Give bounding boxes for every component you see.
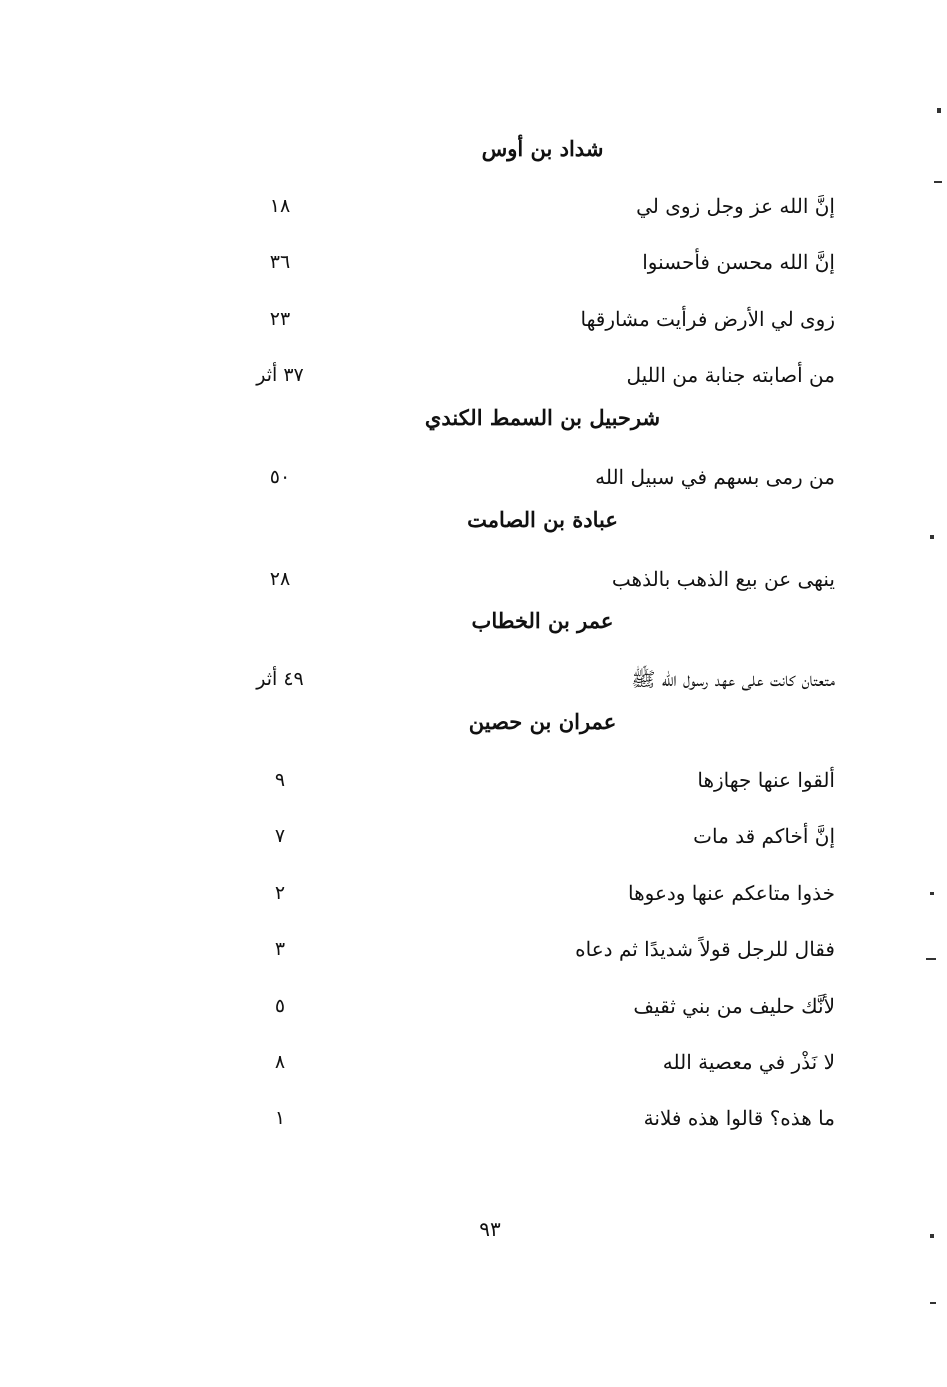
index-entry	[240, 1101, 835, 1135]
entry-reference: ٥٠	[269, 466, 291, 488]
entry-text: من أصابته جنابة من الليل	[626, 363, 835, 387]
entry-reference: ٩	[274, 769, 286, 791]
section-heading: شرحبيل بن السمط الكندي	[424, 405, 661, 430]
section-heading: عمران بن حصين	[468, 709, 617, 734]
entry-text: لا نَذْر في معصية الله	[662, 1050, 835, 1074]
entry-text: إنَّ الله محسن فأحسنوا	[642, 250, 835, 274]
index-entry	[240, 460, 835, 494]
index-entry	[240, 1045, 835, 1079]
entry-reference: ٢٨	[269, 568, 291, 590]
index-entry	[240, 358, 835, 392]
index-entry	[240, 189, 835, 223]
entry-text: لأنَّك حليف من بني ثقيف	[633, 994, 835, 1018]
entry-text: متعتان كانت على عهد رسول الله ﷺ	[631, 667, 835, 691]
entry-text: زوى لي الأرض فرأيت مشارقها	[580, 307, 835, 331]
page-number: ٩٣	[479, 1217, 501, 1241]
entry-reference: ٢	[274, 882, 286, 904]
entry-text: خذوا متاعكم عنها ودعوها	[627, 881, 835, 905]
entry-text: ينهى عن بيع الذهب بالذهب	[611, 567, 835, 591]
entry-reference: ٢٣	[269, 308, 291, 330]
scan-mark	[930, 535, 934, 539]
section-heading: عمر بن الخطاب	[471, 608, 614, 633]
entry-text: ألقوا عنها جهازها	[697, 768, 835, 792]
index-entry	[240, 302, 835, 336]
entry-reference: ٨	[274, 1051, 286, 1073]
entry-reference: ٧	[274, 825, 286, 847]
section-heading: شداد بن أوس	[481, 136, 604, 161]
index-entry	[240, 662, 835, 696]
entry-reference: ٥	[274, 995, 286, 1017]
index-entry	[240, 763, 835, 797]
section-heading: عبادة بن الصامت	[467, 507, 618, 532]
entry-text: من رمى بسهم في سبيل الله	[595, 465, 835, 489]
entry-text: إنَّ الله عز وجل زوى لي	[636, 194, 835, 218]
scan-mark	[934, 181, 942, 183]
entry-text: ما هذه؟ قالوا هذه فلانة	[643, 1106, 835, 1130]
entry-reference: ٣٧ أثر	[256, 364, 304, 386]
scan-mark	[930, 892, 934, 895]
entry-reference: ٣	[274, 938, 286, 960]
scan-mark	[926, 958, 936, 960]
scan-mark	[930, 1302, 936, 1304]
entry-reference: ٤٩ أثر	[256, 668, 304, 690]
entry-reference: ٣٦	[269, 251, 291, 273]
entry-reference: ١	[274, 1107, 286, 1129]
entry-reference: ١٨	[269, 195, 291, 217]
index-entry	[240, 562, 835, 596]
index-entry	[240, 989, 835, 1023]
entry-text: إنَّ أخاكم قد مات	[693, 824, 835, 848]
index-entry	[240, 876, 835, 910]
index-entry	[240, 819, 835, 853]
scan-mark	[937, 108, 941, 113]
index-entry	[240, 932, 835, 966]
entry-text: فقال للرجل قولاً شديدًا ثم دعاه	[575, 937, 835, 961]
scan-mark	[930, 1234, 934, 1238]
index-entry	[240, 245, 835, 279]
